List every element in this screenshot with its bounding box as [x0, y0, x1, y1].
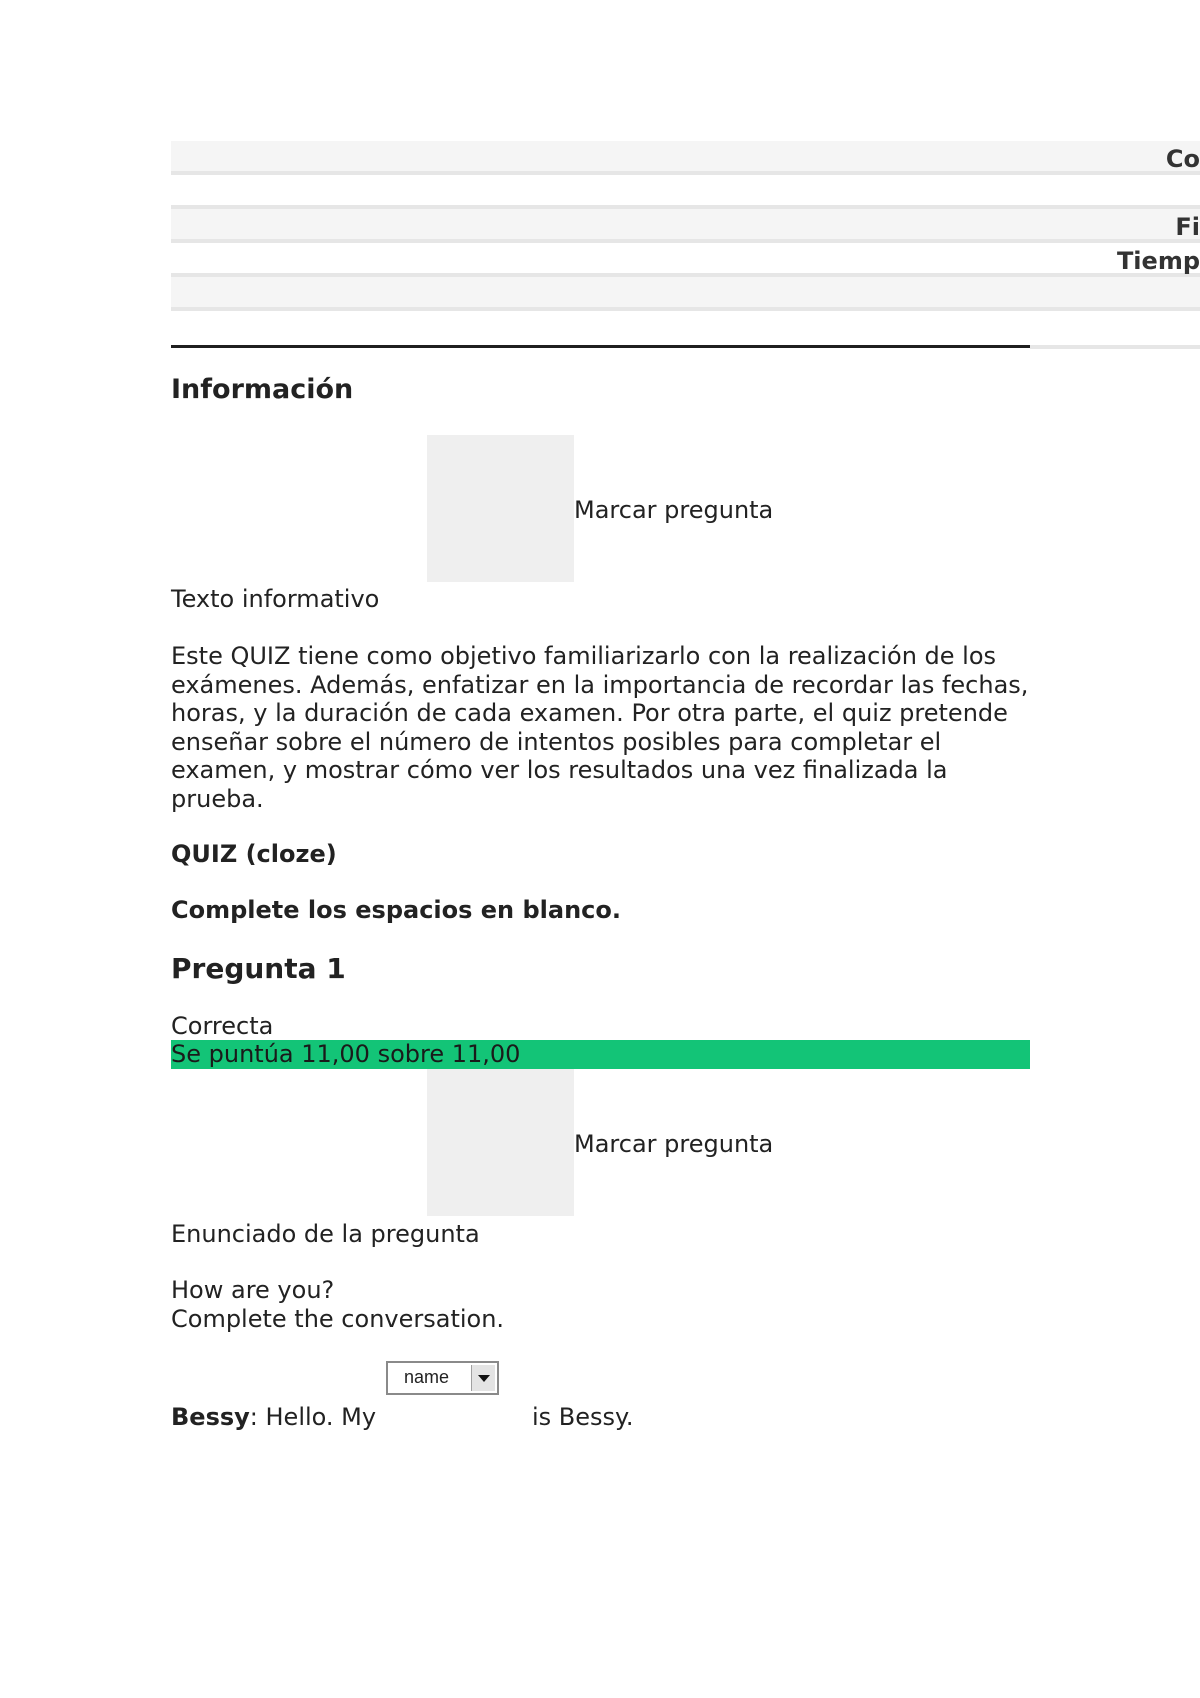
summary-row-time: [171, 243, 1200, 277]
grade-text: Se puntúa 11,00 sobre 11,00: [171, 1040, 521, 1068]
question-prompt-label: Enunciado de la pregunta: [171, 1220, 480, 1248]
quiz-title: QUIZ (cloze): [171, 840, 337, 868]
sentence-before-blank: : Hello. My: [249, 1403, 377, 1431]
summary-row-grade: [171, 277, 1200, 311]
flag-question-link[interactable]: Marcar pregunta: [574, 1130, 774, 1158]
summary-row-started: [171, 141, 1200, 175]
grade-bar: [171, 1040, 1030, 1069]
speaker-name: Bessy: [171, 1403, 250, 1431]
info-paragraph: Este QUIZ tiene como objetivo familiarizarlo con la realización de los exámenes. Además, enfatizar en la importancia de recordar las fechas, horas, y la duración de cada examen. Por otra parte, el quiz pretende enseñar sobre el número de intentos posibles para completar el examen, y mostrar cómo ver los resultados una vez finalizada la prueba.: [171, 642, 1029, 813]
chevron-down-icon[interactable]: [471, 1365, 495, 1391]
content-divider: [171, 345, 1030, 348]
answer-select-value: name: [404, 1367, 450, 1387]
question-heading: Pregunta 1: [171, 952, 346, 985]
summary-label: Co: [1165, 145, 1200, 173]
sentence-after-blank: is Bessy.: [532, 1403, 634, 1431]
flag-question-link[interactable]: Marcar pregunta: [574, 496, 774, 524]
summary-label: Fi: [1175, 213, 1200, 241]
info-section-label: Texto informativo: [171, 585, 380, 613]
summary-row-state: [171, 175, 1200, 209]
flag-question-icon[interactable]: [427, 435, 574, 582]
conversation-line: [171, 1403, 376, 1431]
summary-divider: [1030, 345, 1200, 349]
summary-row-finished: [171, 209, 1200, 243]
question-text-line2: Complete the conversation.: [171, 1305, 505, 1333]
question-text-line1: How are you?: [171, 1276, 335, 1304]
info-heading: Información: [171, 374, 354, 405]
summary-label: Tiemp: [1116, 247, 1200, 275]
flag-question-icon[interactable]: [427, 1069, 574, 1216]
quiz-instruction: Complete los espacios en blanco.: [171, 896, 622, 924]
question-status: Correcta: [171, 1012, 274, 1040]
answer-select[interactable]: [386, 1361, 499, 1395]
